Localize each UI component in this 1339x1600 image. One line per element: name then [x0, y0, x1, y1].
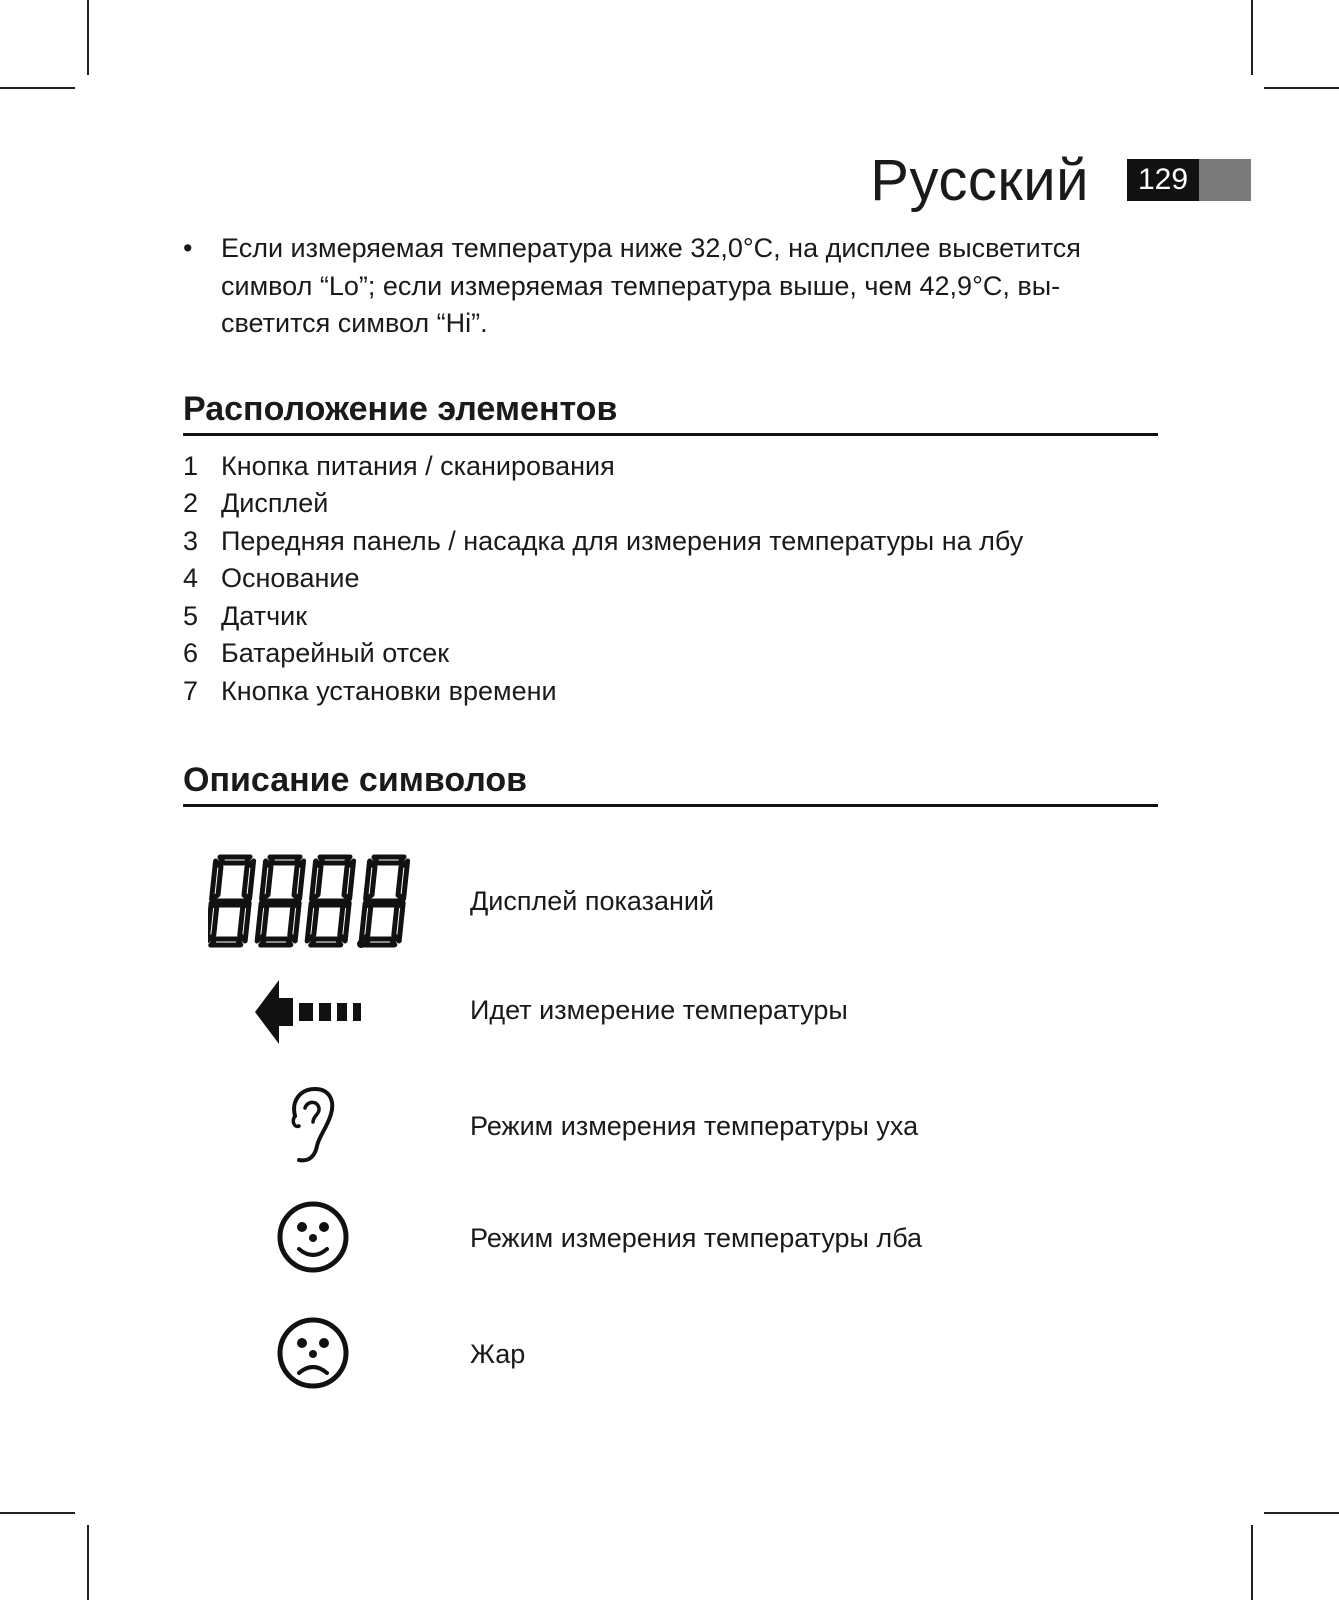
page-number: 129 — [1127, 159, 1199, 201]
item-label: Датчик — [221, 600, 308, 631]
crop-mark — [87, 1525, 89, 1600]
parts-section-title: Расположение элементов — [183, 389, 1158, 436]
item-label: Основание — [221, 563, 360, 593]
page-content — [183, 230, 1158, 1407]
symbol-label: Дисплей показаний — [470, 886, 715, 916]
list-item — [183, 598, 1158, 636]
page-tab-bar — [1199, 159, 1251, 201]
list-item — [183, 560, 1158, 598]
symbol-row — [183, 977, 1158, 1047]
item-number: 3 — [183, 525, 199, 556]
language-title: Русский — [870, 148, 1089, 213]
sad-face-icon — [183, 1313, 443, 1393]
symbol-row — [183, 1197, 1158, 1277]
intro-bullet — [183, 230, 1158, 343]
crop-mark — [87, 0, 89, 75]
symbols-section-title: Описание символов — [183, 760, 1158, 807]
symbol-row — [183, 1313, 1158, 1393]
item-number: 7 — [183, 675, 199, 706]
symbol-label: Режим измерения температуры уха — [470, 1111, 919, 1141]
item-number: 1 — [183, 450, 199, 481]
page-number-tab — [1127, 159, 1251, 201]
crop-mark — [0, 87, 75, 89]
crop-mark — [1264, 87, 1339, 89]
bullet-line: символ “Lo”; если измеряемая температура выше, чем 42,9°C, вы- — [221, 270, 1061, 301]
list-item — [183, 673, 1158, 711]
crop-mark — [1251, 1525, 1253, 1600]
item-label: Дисплей — [221, 488, 329, 518]
crop-mark — [1251, 0, 1253, 75]
list-item — [183, 635, 1158, 673]
symbol-label: Жар — [470, 1339, 526, 1369]
measuring-arrow-icon — [183, 977, 443, 1047]
item-label: Кнопка установки времени — [221, 675, 557, 706]
item-label: Батарейный отсек — [221, 638, 450, 668]
item-number: 2 — [183, 488, 199, 518]
symbol-row — [183, 1085, 1158, 1165]
ear-icon — [183, 1085, 443, 1165]
symbols-table — [183, 807, 1158, 1407]
bullet-line: Если измеряемая температура ниже 32,0°C, на дисплее высветится — [221, 233, 1081, 263]
list-item — [183, 448, 1158, 486]
item-number: 4 — [183, 563, 199, 593]
lcd-8888-icon — [183, 851, 443, 951]
item-number: 5 — [183, 600, 199, 631]
symbol-label: Режим измерения температуры лба — [470, 1223, 923, 1253]
bullet-line: светится символ “Hi”. — [221, 308, 488, 338]
item-number: 6 — [183, 638, 199, 668]
list-item — [183, 485, 1158, 523]
item-label: Кнопка питания / сканирования — [221, 450, 615, 481]
smiley-face-icon — [183, 1197, 443, 1277]
symbol-row — [183, 851, 1158, 951]
crop-mark — [1264, 1512, 1339, 1514]
bullet-marker: • — [183, 233, 193, 263]
symbol-label: Идет измерение температуры — [470, 995, 848, 1025]
crop-mark — [0, 1512, 75, 1514]
list-item — [183, 523, 1158, 561]
parts-list — [183, 448, 1158, 711]
item-label: Передняя панель / насадка для измерения температуры на лбу — [221, 525, 1024, 556]
